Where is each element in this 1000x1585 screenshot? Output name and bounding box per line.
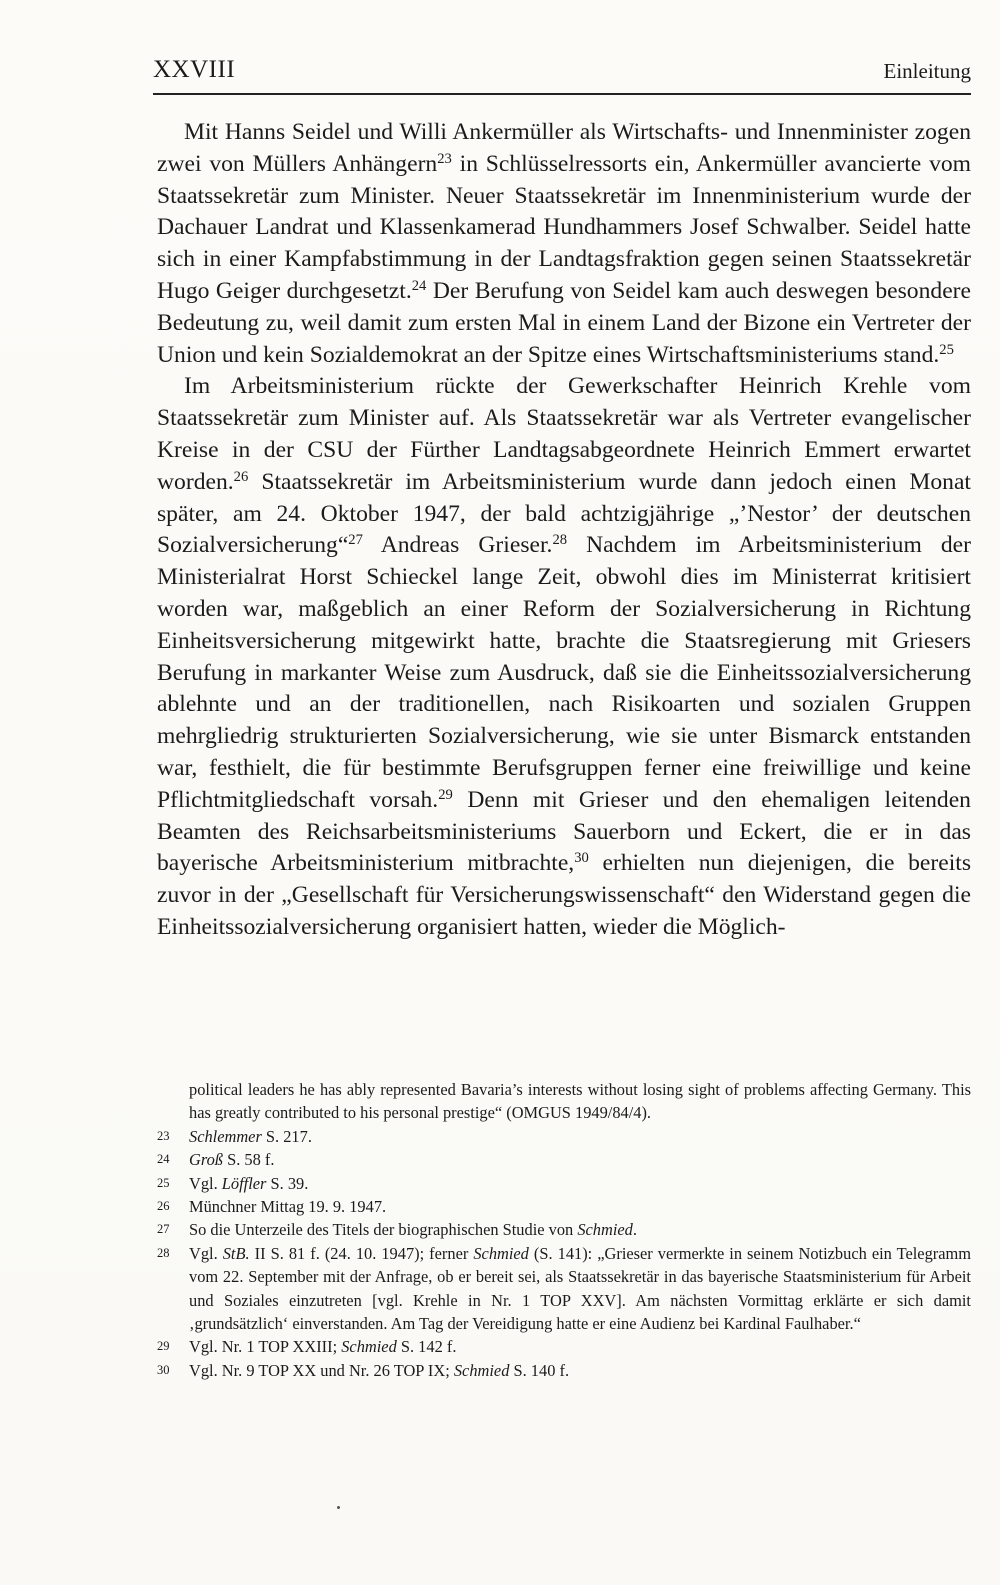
page-number: XXVIII	[153, 56, 236, 83]
main-text	[157, 117, 971, 944]
footnote: 24 Groß S. 58 f.	[157, 1148, 971, 1171]
footnote-number: 26	[157, 1199, 170, 1214]
page-header	[153, 56, 971, 92]
footnote-ref: 24	[411, 277, 427, 294]
footnote-number: 29	[157, 1339, 170, 1354]
footnote-number: 25	[157, 1175, 170, 1190]
footnote-ref: 28	[552, 532, 568, 549]
footnote: 29 Vgl. Nr. 1 TOP XXIII; Schmied S. 142 f.	[157, 1335, 971, 1358]
footnote-number: 30	[157, 1362, 170, 1377]
footnotes	[157, 1078, 971, 1382]
footnote: 27 So die Unterzeile des Titels der biographischen Studie von Schmied.	[157, 1218, 971, 1241]
paragraph: Im Arbeitsministerium rückte der Gewerkschafter Heinrich Krehle vom Staatssekretär zum Minister auf. Als Staatssekretär war als Vertreter evangelischer Kreise in der CSU der Fürther Landtagsabgeordnete Heinrich Emmert erwartet worden.$^{26}$ Staatssekretär im Arbeitsministerium wurde dann jedoch einen Monat später, am 24. Oktober 1947, der bald achtzigjährige „’Nestor’ der deutschen Sozialversicherung“$^{27}$ Andreas Grieser.$^{28}$ Nachdem im Arbeitsministerium der Ministerialrat Horst Schieckel lange Zeit, obwohl dies im Ministerrat kritisiert worden war, maßgeblich an einer Reform der Sozialversicherung in Richtung Einheitsversicherung mitgewirkt hatte, brachte die Staatsregierung mit Griesers Berufung in markanter Weise zum Ausdruck, daß sie die Einheitssozialversicherung ablehnte und an der traditionellen, nach Risikoarten und sozialen Gruppen mehrgliedrig strukturierten Sozialversicherung, wie sie unter Bismarck entstanden war, festhielt, die für bestimmte Berufsgruppen ferner eine freiwillige und keine Pflichtmitgliedschaft vorsah.$^{29}$ Denn mit Grieser und den ehemaligen leitenden Beamten des Reichsarbeitsministeriums Sauerborn und Eckert, die er in das bayerische Arbeitsministerium mitbrachte,$^{30}$ erhielten nun diejenigen, die bereits zuvor in der „Gesellschaft für Versicherungswissenschaft“ den Widerstand gegen die Einheitssozialversicherung organisiert hatten, wieder die Möglich-	[157, 373, 972, 940]
footnote: 26 Münchner Mittag 19. 9. 1947.	[157, 1195, 971, 1218]
footnote-number: 23	[157, 1128, 170, 1143]
footnote-continuation: political leaders he has ably represented Bavaria’s interests without losing sight of problems affecting Germany. This has greatly contributed to his personal prestige“ (OMGUS 1949/84/4).	[189, 1080, 971, 1123]
footnote: 25 Vgl. Löffler S. 39.	[157, 1172, 971, 1195]
footnote: 23 Schlemmer S. 217.	[157, 1125, 971, 1148]
footnote-number: 27	[157, 1222, 170, 1237]
footnote-ref: 30	[574, 850, 589, 867]
footnote-ref: 26	[233, 468, 249, 485]
paragraph: Mit Hanns Seidel und Willi Ankermüller als Wirtschafts- und Innenminister zogen zwei von Müllers Anhängern$^{23}$ in Schlüsselressorts ein, Ankermüller avancierte vom Staatssekretär zum Minister. Neuer Staatssekretär im Innenministerium wurde der Dachauer Landrat und Klassenkamerad Hundhammers Josef Schwalber. Seidel hatte sich in einer Kampfabstimmung in der Landtagsfraktion gegen seinen Staatssekretär Hugo Geiger durchgesetzt.$^{24}$ Der Berufung von Seidel kam auch deswegen besondere Bedeutung zu, weil damit zum ersten Mal in einem Land der Bizone ein Vertreter der Union und kein Sozialdemokrat an der Spitze eines Wirtschaftsministeriums stand.$^{25}$	[157, 119, 972, 368]
paper-speck	[337, 1506, 340, 1509]
footnote-ref: 29	[438, 786, 453, 803]
footnote-number: 24	[157, 1152, 170, 1167]
footnote: 30 Vgl. Nr. 9 TOP XX und Nr. 26 TOP IX; Schmied S. 140 f.	[157, 1359, 971, 1382]
footnote-number: 28	[157, 1245, 170, 1260]
running-title: Einleitung	[883, 59, 971, 83]
footnote-ref: 27	[348, 532, 363, 549]
footnote-ref: 23	[437, 150, 452, 167]
footnote: 28 Vgl. StB. II S. 81 f. (24. 10. 1947); ferner Schmied (S. 141): „Grieser vermerkte in seinem Notizbuch ein Telegramm vom 22. September mit der Anfrage, ob er bereit sei, als Staatssekretär in das bayerische Staatsministerium für Arbeit und Soziales einzutreten [vgl. Krehle in Nr. 1 TOP XXV]. Am nächsten Vormittag erklärte er sich damit ‚grundsätzlich‘ einverstanden. Am Tag der Vereidigung hatte er eine Audienz bei Kardinal Faulhaber.“	[157, 1243, 971, 1334]
footnote-ref: 25	[939, 341, 954, 358]
header-rule	[153, 93, 971, 95]
